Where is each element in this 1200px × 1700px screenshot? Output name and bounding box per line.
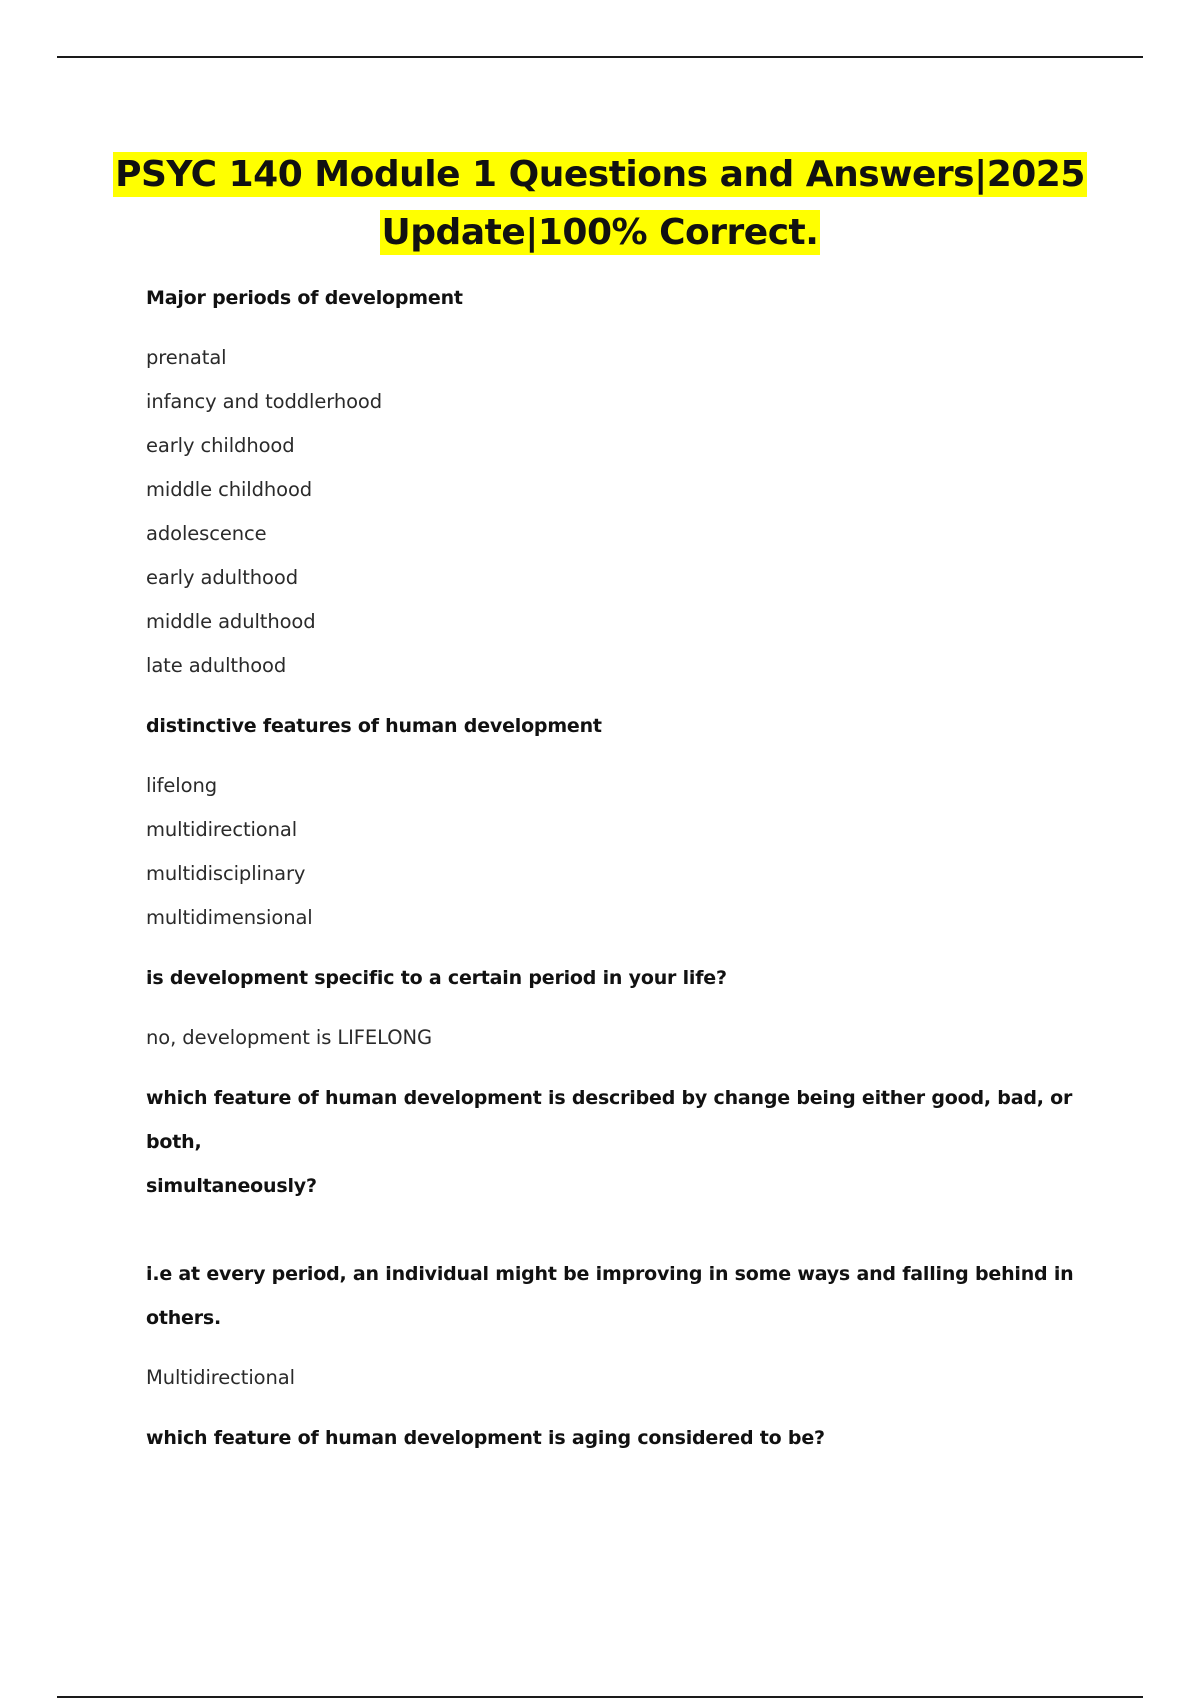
- title-line-2: [60, 204, 1140, 262]
- answer-4: Multidirectional: [146, 1366, 295, 1389]
- title-highlight-1: PSYC 140 Module 1 Questions and Answers|2025: [115, 154, 1085, 195]
- question-5: which feature of human development is aging considered to be?: [146, 1427, 825, 1449]
- answer-2-item: multidirectional: [146, 818, 298, 841]
- answer-1-item: adolescence: [146, 522, 267, 545]
- document-title: [60, 146, 1140, 262]
- question-4-note-cont: others.: [146, 1307, 222, 1329]
- answer-2-item: multidisciplinary: [146, 862, 306, 885]
- question-1: Major periods of development: [146, 287, 463, 309]
- title-highlight-2: Update|100% Correct.: [381, 212, 819, 253]
- qa-content: [146, 276, 1106, 1460]
- answer-1-item: middle adulthood: [146, 610, 316, 633]
- answer-3: no, development is LIFELONG: [146, 1026, 432, 1049]
- answer-1-item: prenatal: [146, 346, 227, 369]
- answer-1-item: infancy and toddlerhood: [146, 390, 383, 413]
- question-4-cont: simultaneously?: [146, 1175, 317, 1197]
- answer-2-item: multidimensional: [146, 906, 313, 929]
- question-4-note: i.e at every period, an individual might be improving in some ways and falling behind in: [146, 1263, 1074, 1285]
- question-2: distinctive features of human development: [146, 715, 602, 737]
- answer-1-item: middle childhood: [146, 478, 313, 501]
- answer-1-item: early adulthood: [146, 566, 298, 589]
- answer-1-item: early childhood: [146, 434, 295, 457]
- question-3: is development specific to a certain period in your life?: [146, 967, 727, 989]
- question-4: which feature of human development is described by change being either good, bad, or both,: [146, 1087, 1073, 1153]
- header-rule: [57, 56, 1143, 58]
- answer-2-item: lifelong: [146, 774, 217, 797]
- footer-rule: [57, 1696, 1143, 1698]
- title-line-1: [60, 146, 1140, 204]
- answer-1-item: late adulthood: [146, 654, 287, 677]
